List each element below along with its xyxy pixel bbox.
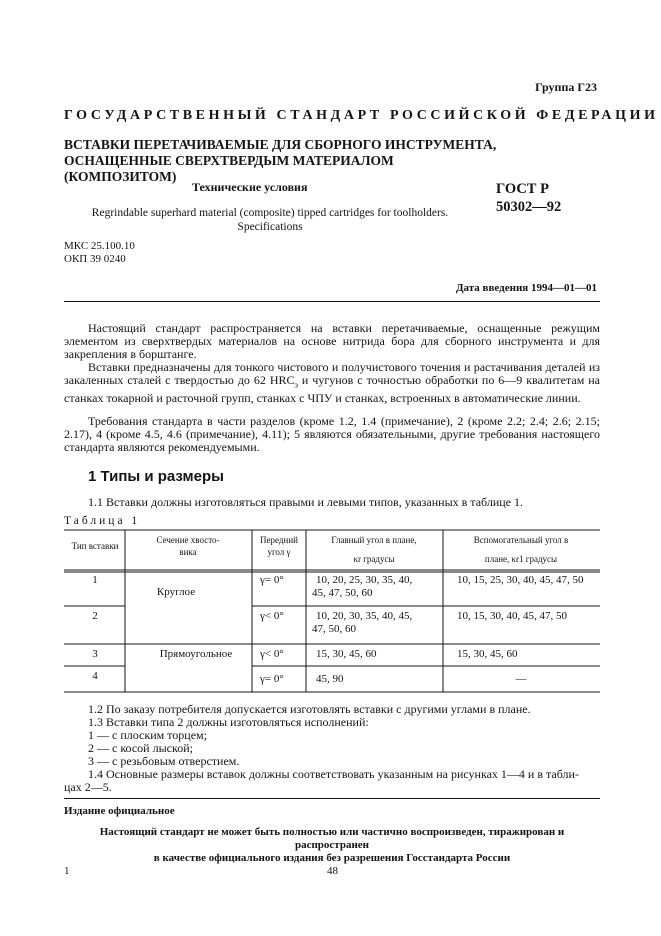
- table-cell-main: 10, 20, 25, 30, 35, 40,: [316, 574, 413, 586]
- list-item-1: 1 — с плоским торцем;: [88, 728, 207, 742]
- english-line-1: Regrindable superhard material (composite) tipped cartridges for toolholders.: [91, 207, 449, 219]
- header-section-l2: вика: [179, 547, 197, 557]
- group-code: Группа Г23: [535, 80, 597, 94]
- copyright-line-2: в качестве официального издания без разрешения Госстандарта России: [153, 852, 511, 864]
- standard-banner: ГОСУДАРСТВЕННЫЙ СТАНДАРТ РОССИЙСКОЙ ФЕДЕРАЦИИ: [64, 108, 659, 123]
- copyright-line-1: Настоящий стандарт не может быть полностью или частично воспроизведен, тиражирован и распространен: [99, 826, 565, 851]
- table-cell-aux: 15, 30, 45, 60: [457, 648, 518, 660]
- table-cell-aux: 10, 15, 30, 40, 45, 47, 50: [457, 610, 567, 622]
- table-cell-aux: —: [515, 673, 527, 685]
- okp-code: ОКП 39 0240: [64, 253, 126, 265]
- introduction-date: Дата введения 1994—01—01: [455, 282, 597, 294]
- header-type: Тип вставки: [71, 541, 119, 551]
- table-cell-type: 3: [92, 648, 98, 660]
- paragraph-requirements-text: Требования стандарта в части разделов (кроме 1.2, 1.4 (примечание), 2 (кроме 2.2; 2.4; 2.6; 2.15; 2.17), 4 (кроме 4.5, 4.6 (примечание), 4.11); 5 являются обязательными, другие требования настоящего стандарта являются рекомендуемыми.: [64, 414, 600, 455]
- table-cell-gamma: γ< 0°: [260, 648, 284, 660]
- gost-line-1: ГОСТ Р: [496, 181, 549, 197]
- sheet-number: 1: [64, 865, 70, 877]
- table-cell-type: 2: [92, 610, 98, 622]
- table-cell-gamma: γ= 0°: [260, 574, 284, 586]
- header-main-l1: Главный угол в плане,: [331, 535, 417, 545]
- section-heading: 1 Типы и размеры: [88, 468, 224, 485]
- header-aux-l2: плане, κr1 градусы: [484, 554, 558, 564]
- table-cell-main: 47, 50, 60: [312, 623, 356, 635]
- footer-divider: [64, 798, 600, 799]
- header-front-l1: Передний: [260, 535, 298, 545]
- table-caption: Таблица 1: [64, 515, 141, 527]
- table-cell-main: 45, 90: [316, 673, 344, 685]
- table-cell-section: Прямоугольное: [159, 648, 233, 660]
- mks-code: МКС 25.100.10: [64, 240, 135, 252]
- paragraph-purpose-text-b: и чугунов с точностью обработки по 6—9 квалитетам на станках токарной и расточной групп, станках с ЧПУ и станках, встроенных в автоматические линии.: [64, 373, 600, 405]
- table-cell-section: Круглое: [156, 586, 196, 598]
- header-main-l2: κr градусы: [353, 554, 395, 564]
- list-item-3: 3 — с резьбовым отверстием.: [88, 754, 240, 768]
- header-aux-l1: Вспомогательный угол в: [473, 535, 569, 545]
- gost-line-2: 50302—92: [496, 199, 562, 215]
- english-line-2: Specifications: [237, 221, 303, 233]
- hrc-subscript: э: [294, 380, 298, 390]
- copyright-notice: [64, 826, 600, 865]
- clause-1-4: 1.4 Основные размеры вставок должны соответствовать указанным на рисунках 1—4 и в табли-: [88, 767, 579, 781]
- table-cell-main: 45, 47, 50, 60: [312, 587, 373, 599]
- table-body: [92, 574, 584, 685]
- table-cell-type: 4: [92, 670, 98, 682]
- subtitle: Технические условия: [192, 180, 308, 194]
- paragraph-purpose-text-a: Вставки предназначены для тонкого чистового и получистового точения и растачивания деталей из закаленных сталей с твердостью до 62 HRC: [64, 360, 600, 388]
- title-line-1: ВСТАВКИ ПЕРЕТАЧИВАЕМЫЕ ДЛЯ СБОРНОГО ИНСТРУМЕНТА,: [64, 137, 497, 152]
- table-cell-main: 10, 20, 30, 35, 40, 45,: [316, 610, 413, 622]
- header-section-l1: Сечение хвосто-: [156, 535, 220, 545]
- table-header: [72, 535, 569, 564]
- table-cell-aux: 10, 15, 25, 30, 40, 45, 47, 50: [457, 574, 584, 586]
- clause-1-4-continuation: цах 2—5.: [64, 780, 112, 794]
- title-line-2: ОСНАЩЕННЫЕ СВЕРХТВЕРДЫМ МАТЕРИАЛОМ (КОМПОЗИТОМ): [64, 153, 394, 184]
- clause-1-2: 1.2 По заказу потребителя допускается изготовлять вставки с другими углами в плане.: [88, 702, 531, 716]
- clause-1-3: 1.3 Вставки типа 2 должны изготовляться исполнений:: [88, 715, 369, 729]
- official-edition: Издание официальное: [64, 805, 175, 817]
- paragraph-scope-text: Настоящий стандарт распространяется на вставки перетачиваемые, оснащенные режущим элементом из сверхтвердых материалов на основе нитрида бора для сборного инструмента и для закрепления в борштанге.: [64, 321, 600, 362]
- page-number: 48: [327, 865, 338, 877]
- table-cell-gamma: γ= 0°: [260, 673, 284, 685]
- table-cell-gamma: γ< 0°: [260, 610, 284, 622]
- list-item-2: 2 — с косой лыской;: [88, 741, 193, 755]
- header-front-l2: угол γ: [267, 547, 291, 557]
- table-cell-type: 1: [92, 574, 98, 586]
- clause-1-1: 1.1 Вставки должны изготовляться правыми и левыми типов, указанных в таблице 1.: [88, 495, 523, 509]
- table-cell-main: 15, 30, 45, 60: [316, 648, 377, 660]
